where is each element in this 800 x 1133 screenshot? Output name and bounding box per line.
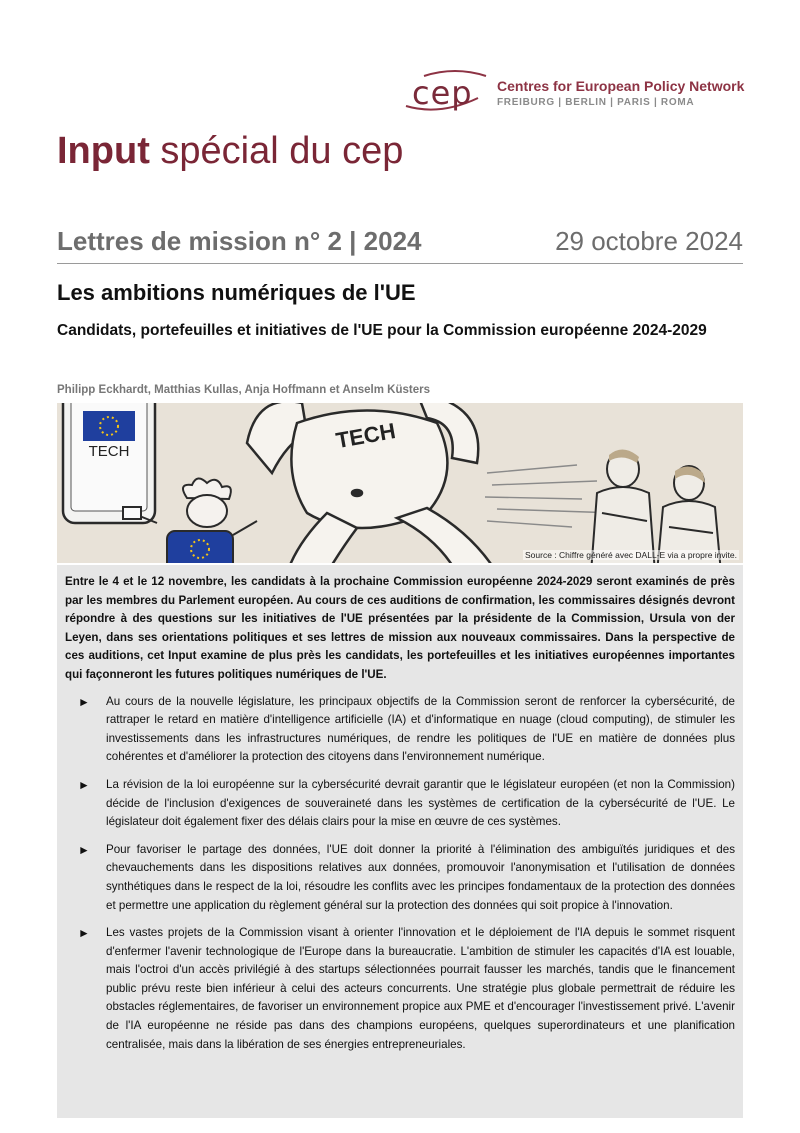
cep-logo bbox=[400, 68, 745, 114]
header-divider bbox=[57, 263, 743, 264]
series-title bbox=[57, 130, 403, 173]
bullet-arrow-icon: ► bbox=[78, 694, 90, 709]
key-point-text: La révision de la loi européenne sur la cybersécurité devrait garantir que le législateur européen (et non la Commission) décide de l'inclusion d'exigences de souveraineté dans les systèmes de certification de la cybersécurité de l'UE. Le législateur doit également fixer des délais clairs pour la mise en œuvre de ces systèmes. bbox=[106, 777, 735, 829]
illustration-drawing bbox=[57, 403, 743, 563]
organization-cities: FREIBURG | BERLIN | PARIS | ROMA bbox=[497, 97, 695, 108]
series-title-rest: spécial du cep bbox=[149, 130, 404, 172]
key-points-list bbox=[78, 693, 735, 1055]
bullet-arrow-icon: ► bbox=[78, 926, 90, 941]
key-point-text: Pour favoriser le partage des données, l'UE doit donner la priorité à l'élimination des ambiguïtés juridiques et des chevauchements dans les dispositions relatives aux données, promouvoir l'anonymisation et l'utilisation de données synthétiques dans le respect de la loi, résoudre les conflits avec les principes fondamentaux de la protection des données et permettre une application du règlement général sur la protection des données qui soit propice à l'innovation. bbox=[106, 842, 735, 912]
phone-label: TECH bbox=[88, 443, 130, 460]
document-subtitle: Candidats, portefeuilles et initiatives de l'UE pour la Commission européenne 2024-2029 bbox=[57, 322, 707, 339]
summary-intro: Entre le 4 et le 12 novembre, les candidats à la prochaine Commission européenne 2024-2029 seront examinés de près par les membres du Parlement européen. Au cours de ces auditions de confirmation, les commissaires désignés devront répondre à des questions sur les initiatives de l'UE présentées par la présidente de la Commission, Ursula von der Leyen, dans ses orientations politiques et ses lettres de mission aux nouveaux commissaires. Dans la perspective de ces auditions, cet Input examine de plus près les candidats, les portefeuilles et les initiatives européennes importantes qui façonneront les futures politiques numériques de l'UE. bbox=[65, 575, 735, 681]
mission-label: Lettres de mission n° 2 | 2024 bbox=[57, 226, 422, 256]
organization-name: Centres for European Policy Network bbox=[497, 78, 745, 94]
series-title-bold: Input bbox=[57, 130, 150, 172]
authors: Philipp Eckhardt, Matthias Kullas, Anja Hoffmann et Anselm Küsters bbox=[57, 384, 430, 396]
key-point-text: Au cours de la nouvelle législature, les principaux objectifs de la Commission seront de renforcer la cybersécurité, de rattraper le retard en matière d'intelligence artificielle (IA) et d'informatique en nuage (cloud computing), de stimuler les investissements dans les infrastructures numériques, de rendre les politiques de l'UE en matière de données plus cohérentes et d'améliorer la protection des citoyens dans l'environnement numérique. bbox=[106, 694, 735, 764]
summary-box bbox=[57, 565, 743, 1118]
shirt-label: TECH bbox=[334, 418, 398, 454]
publication-date: 29 octobre 2024 bbox=[555, 226, 743, 256]
bullet-arrow-icon: ► bbox=[78, 842, 90, 857]
key-point-text: Les vastes projets de la Commission visant à orienter l'innovation et le déploiement de l'IA depuis le sommet risquent d'enfermer l'avenir technologique de l'Europe dans la bureaucratie. L'ambition de stimuler les capacités d'IA est louable, mais l'octroi d'un accès privilégié à des startups sélectionnées pourrait fausser les marchés, tandis que le financement public prévu reste bien inférieur à celui des acteurs concurrents. Une stratégie plus globale permettrait de réduire les obstacles réglementaires, de favoriser un environnement propice aux PME et d'encourager l'investissement privé. L'avenir de l'IA européenne ne réside pas dans des champions européens, quelques superordinateurs et une planification centralisée, mais dans la libération de ses énergies entrepreneuriales. bbox=[106, 926, 735, 1051]
key-point bbox=[78, 693, 735, 767]
smartphone-icon bbox=[63, 403, 155, 523]
logo-wordmark: cep bbox=[412, 74, 473, 112]
mission-header bbox=[57, 226, 743, 260]
illustration-caption: Source : Chiffre généré avec DALL-E via a propre invite. bbox=[525, 550, 737, 560]
key-point bbox=[78, 776, 735, 832]
key-point bbox=[78, 841, 735, 915]
document-title: Les ambitions numériques de l'UE bbox=[57, 280, 416, 305]
key-point bbox=[78, 924, 735, 1054]
bullet-arrow-icon: ► bbox=[78, 777, 90, 792]
cover-illustration bbox=[57, 403, 743, 563]
